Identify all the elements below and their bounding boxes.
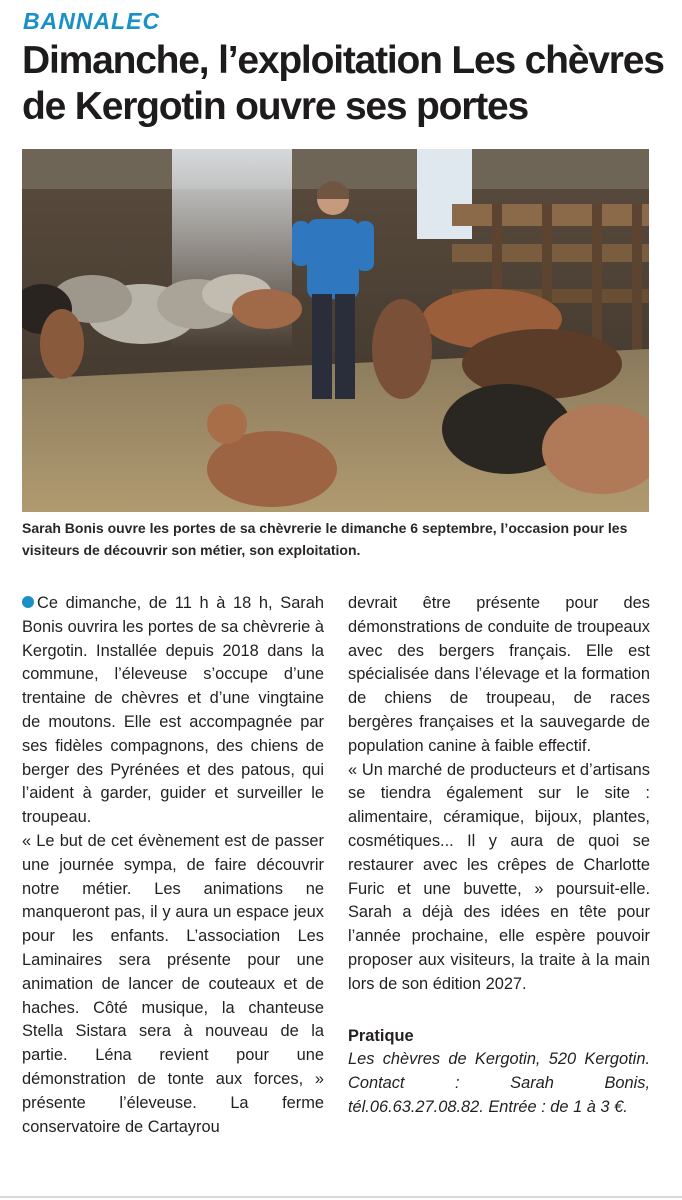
paragraph-1 [22,592,324,830]
section-kicker: BANNALEC [23,8,161,34]
bottom-divider [0,1196,682,1198]
headline: Dimanche, l’exploitation Les chèvres de Kergotin ouvre ses portes [22,39,664,128]
photo-caption: Sarah Bonis ouvre les portes de sa chèvrerie le dimanche 6 septembre, l’occasion pour les visiteurs de découvrir son métier, son exploitation. [22,520,628,558]
paragraph-1-text: Ce dimanche, de 11 h à 18 h, Sarah Bonis ouvrira les portes de sa chèvrerie à Kergotin. Installée depuis 2018 dans la commune, l’éleveuse s’occupe d’une trentaine de chèvres et d’une vingtaine de moutons. Elle est accompagnée par ses fidèles compagnons, des chiens de berger des Pyrénées et des patous, qui l’aident à garder, guider et surveiller le troupeau. [22,594,324,827]
paragraph-2: « Le but de cet évènement est de passer une journée sympa, de faire découvrir notre métier. Les animations ne manqueront pas, il y aura un espace jeux pour les enfants. L’association Les Laminaires sera présente pour une animation de lancer de couteaux et de haches. Côté musique, la chanteuse Stella Sistara sera à nouveau de la partie. Léna revient pour une démonstration de tonte aux forces, » présente l’éleveuse. La ferme conservatoire de Cartayrou [22,831,324,1136]
practical-title: Pratique [348,1026,414,1045]
column-right [348,592,650,1120]
practical-info: Les chèvres de Kergotin, 520 Kergotin. Contact : Sarah Bonis, tél.06.63.27.08.82. Entrée : de 1 à 3 €. [348,1050,650,1116]
article-photo [22,149,649,512]
column-left [22,592,324,1139]
bullet-dot-icon [22,596,34,608]
paragraph-3: devrait être présente pour des démonstrations de conduite de troupeaux avec des bergers français. Elle est spécialisée dans l’élevage et la formation de chiens de troupeau, de races bergères françaises et la sauvegarde de population canine à faible effectif. [348,594,650,755]
paragraph-4: « Un marché de producteurs et d’artisans se tiendra également sur le site : alimentaire, céramique, bijoux, plantes, cosmétiques... Il y aura de quoi se restaurer avec les crêpes de Charlotte Furic et une buvette, » poursuit-elle. Sarah a déjà des idées en tête pour l’année prochaine, elle espère pouvoir proposer aux visiteurs, la traite à la main lors de son édition 2027. [348,760,650,993]
